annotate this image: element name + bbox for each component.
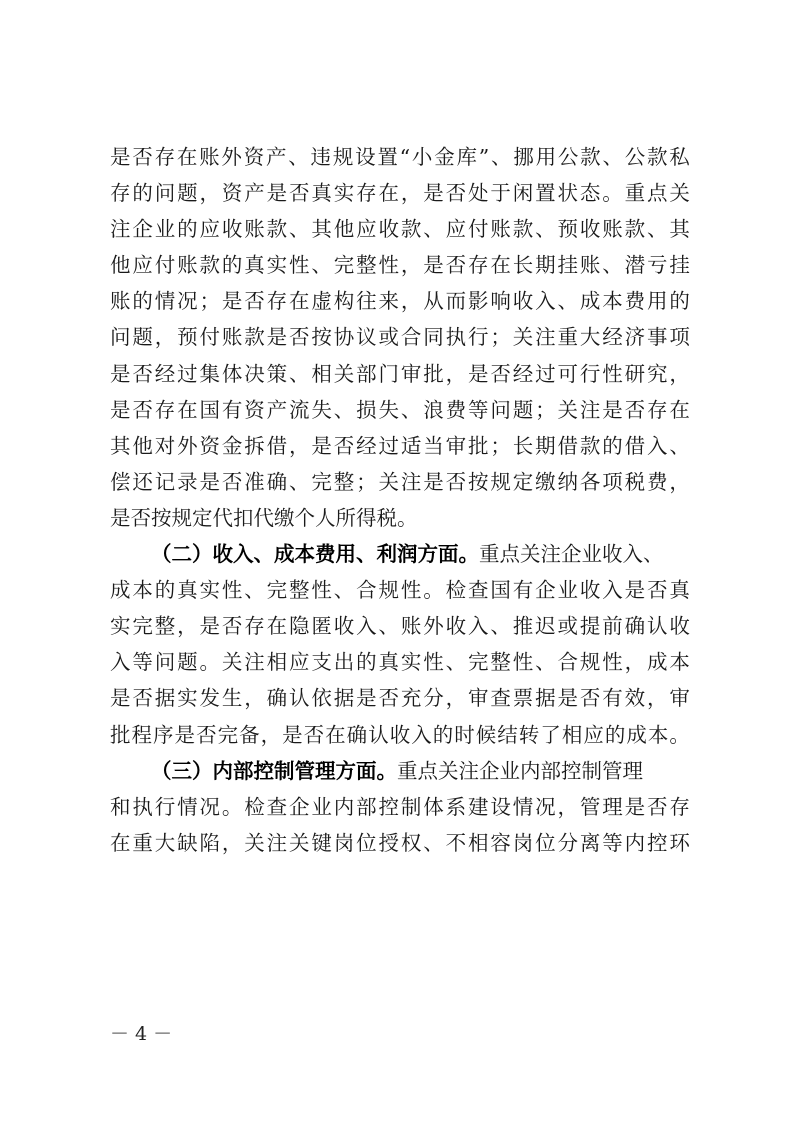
text-line: 是否按规定代扣代缴个人所得税。 [110,505,418,530]
text-line: 在 重 大 缺 陷 ， 关 注 关 键 岗 位 授 权 、 不 相 容 岗 位 分 离 等 内 控 环 [110,830,690,855]
text-line: 问 题 ， 预 付 账 款 是 否 按 协 议 或 合 同 执 行 ； 关 注 重 大 经 济 事 项 [110,325,690,350]
paragraph-revenue-cost [110,536,690,753]
text-line: 其 他 对 外 资 金 拆 借 ， 是 否 经 过 适 当 审 批 ； 长 期 借 款 的 借 入 、 [110,433,690,458]
text-line: 批 程 序 是 否 完 备 ， 是 否 在 确 认 收 入 的 时 候 结 转 了 相 应 的 成 本 。 [110,722,690,747]
paragraph-assets [110,139,690,536]
section-heading: （二）收入、成本费用、利润方面。 [151,542,479,567]
text-line: 成 本 的 真 实 性 、 完 整 性 、 合 规 性 。 检 查 国 有 企 业 收 入 是 否 真 [110,578,690,603]
section-heading: （三）内部控制管理方面。 [151,758,397,783]
text-line: 是 否 经 过 集 体 决 策 、 相 关 部 门 审 批 ， 是 否 经 过 可 行 性 研 究 ， [110,361,690,386]
text-segment: 重点关注企业收入、 [479,542,664,567]
text-line: 注 企 业 的 应 收 账 款 、 其 他 应 收 款 、 应 付 账 款 、 预 收 账 款 、 其 [110,217,690,242]
text-line: 是 否 据 实 发 生 ， 确 认 依 据 是 否 充 分 ， 审 查 票 据 是 否 有 效 ， 审 [110,686,690,711]
text-segment: 重点关注企业内部控制管理 [397,758,643,783]
page-number: － 4 － [110,1023,173,1045]
text-line: 实 完 整 ， 是 否 存 在 隐 匿 收 入 、 账 外 收 入 、 推 迟 或 提 前 确 认 收 [110,614,690,639]
text-line: 他 应 付 账 款 的 真 实 性 、 完 整 性 ， 是 否 存 在 长 期 挂 账 、 潜 亏 挂 [110,253,690,278]
text-line [110,753,690,789]
text-line: 入 等 问 题 。 关 注 相 应 支 出 的 真 实 性 、 完 整 性 、 合 规 性 ， 成 本 [110,650,690,675]
text-line: 账 的 情 况 ； 是 否 存 在 虚 构 往 来 ， 从 而 影 响 收 入 、 成 本 费 用 的 [110,289,690,314]
text-line: 存 的 问 题 ， 资 产 是 否 真 实 存 在 ， 是 否 处 于 闲 置 状 态 。 重 点 关 [110,181,690,206]
body-text [110,139,690,861]
paragraph-internal-control [110,753,690,861]
text-line: 和 执 行 情 况 。 检 查 企 业 内 部 控 制 体 系 建 设 情 况 ， 管 理 是 否 存 [110,794,690,819]
text-line: 是 否 存 在 国 有 资 产 流 失 、 损 失 、 浪 费 等 问 题 ； 关 注 是 否 存 在 [110,397,690,422]
text-line: 是 否 存 在 账 外 资 产 、 违 规 设 置 “ 小 金 库 ” 、 挪 用 公 款 、 公 款 私 [110,145,690,169]
text-line: 偿 还 记 录 是 否 准 确 、 完 整 ； 关 注 是 否 按 规 定 缴 纳 各 项 税 费 ， [110,469,690,494]
text-line [110,536,690,572]
